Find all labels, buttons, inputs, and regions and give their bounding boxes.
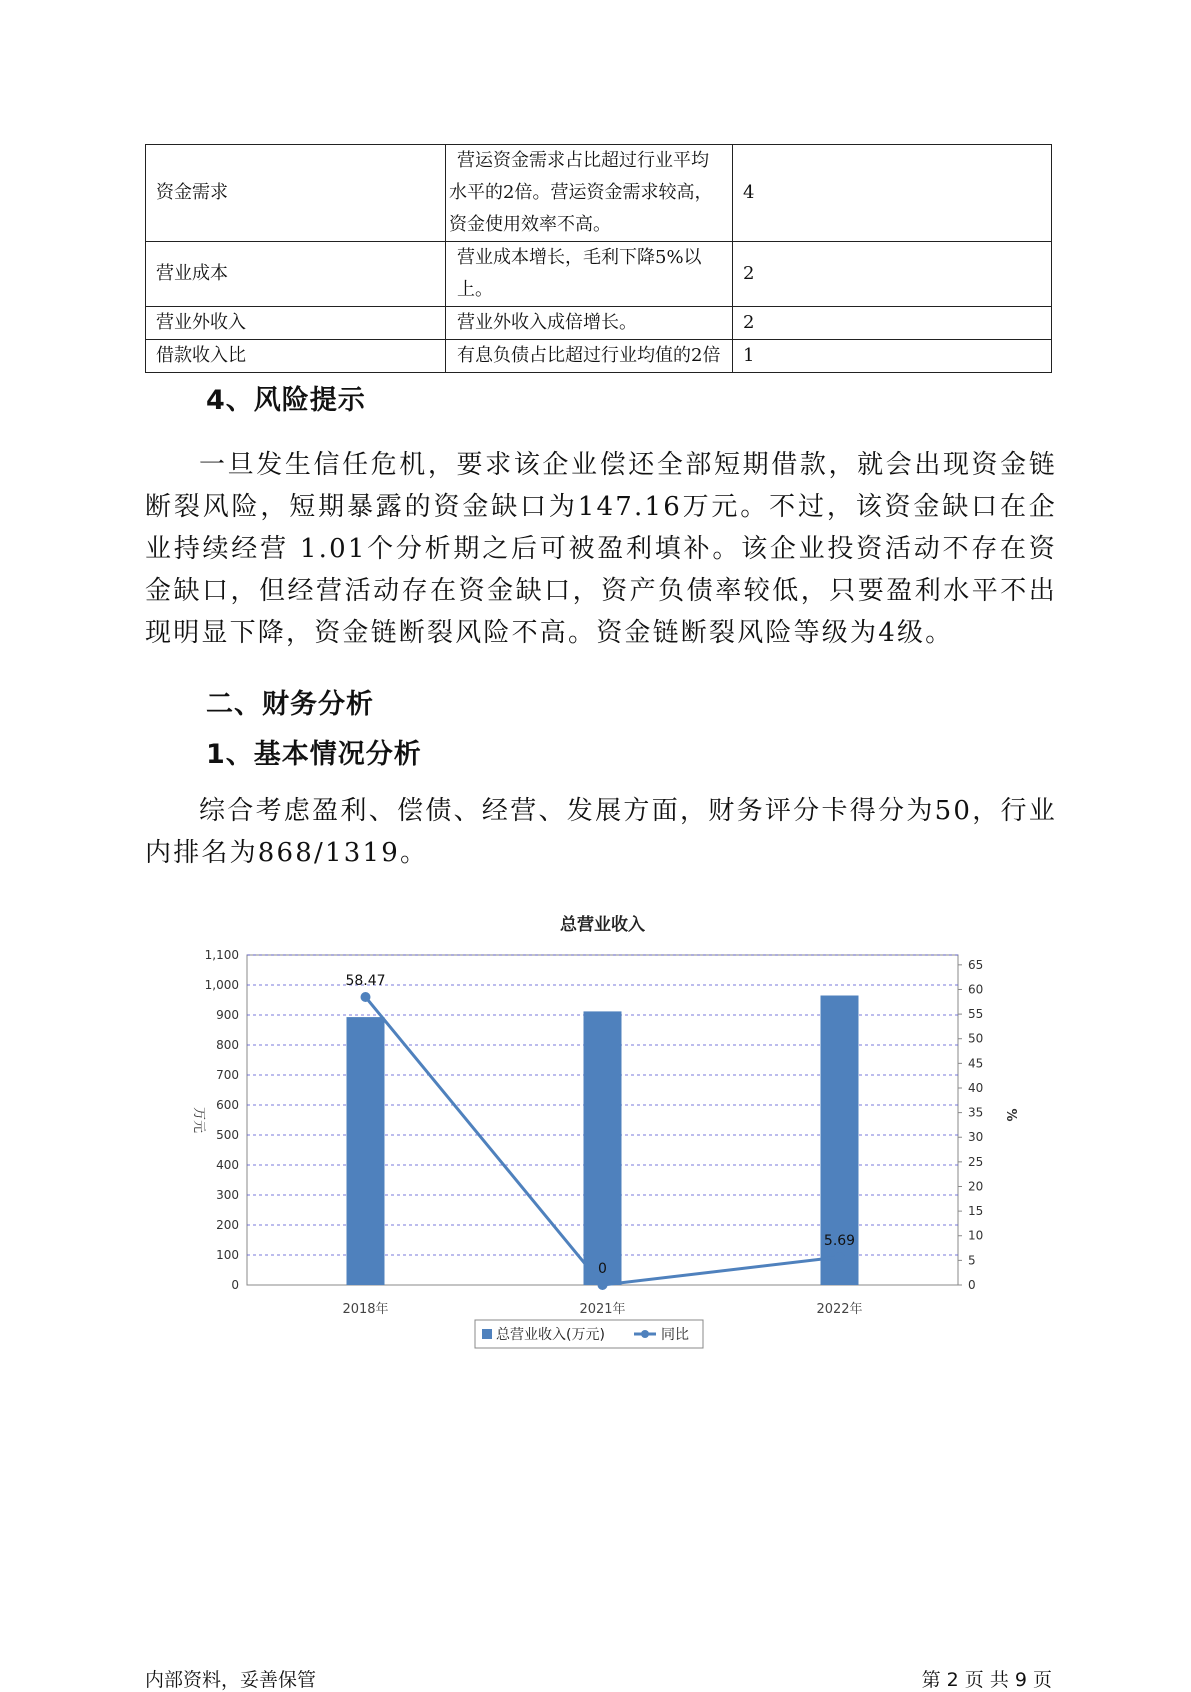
- x-tick-label: 2021年: [579, 1302, 626, 1317]
- table-cell-description: [446, 242, 733, 307]
- y-tick-label: 100: [216, 1248, 239, 1262]
- y2-tick-label: 10: [968, 1228, 984, 1243]
- y2-tick-label: 25: [968, 1154, 984, 1169]
- basic-analysis-paragraph: 综合考虑盈利、偿债、经营、发展方面，财务评分卡得分为50，行业内排名为868/1319。: [145, 796, 1057, 868]
- table-cell-item: 营业成本: [146, 242, 446, 307]
- table-cell-score: 1: [733, 340, 1052, 373]
- description-line: 水平的2倍。营运资金需求较高，: [449, 182, 713, 203]
- table-cell-description: [446, 145, 733, 242]
- description-line: 营业外收入成倍增长。: [457, 312, 637, 333]
- yoy-data-label: 58.47: [345, 973, 386, 990]
- description-line: 营业成本增长，毛利下降5%以上。: [457, 247, 702, 300]
- y2-axis-label: %: [1003, 1108, 1018, 1122]
- x-tick-label: 2018年: [342, 1302, 389, 1317]
- y2-tick-label: 5: [968, 1253, 976, 1268]
- y2-tick-label: 65: [968, 957, 984, 972]
- risk-indicator-table: [145, 144, 1052, 373]
- table-row: [146, 145, 1052, 242]
- y2-tick-label: 45: [968, 1056, 984, 1071]
- y-tick-label: 900: [216, 1008, 239, 1022]
- y2-tick-label: 60: [968, 982, 984, 997]
- yoy-point: [361, 992, 371, 1002]
- legend-bar-swatch: [482, 1329, 492, 1339]
- chart-svg: [175, 905, 1035, 1355]
- y2-tick-label: 15: [968, 1204, 984, 1219]
- risk-heading: 4、风险提示: [206, 385, 366, 416]
- revenue-bar: [347, 1017, 385, 1285]
- revenue-bar: [584, 1011, 622, 1285]
- table-cell-item: 营业外收入: [146, 307, 446, 340]
- yoy-data-label: 0: [598, 1261, 607, 1277]
- table-row: [146, 340, 1052, 373]
- table-cell-score: 2: [733, 242, 1052, 307]
- y2-tick-label: 50: [968, 1031, 984, 1046]
- y-tick-label: 200: [216, 1218, 239, 1232]
- revenue-chart: [175, 905, 1035, 1359]
- risk-paragraph: 一旦发生信任危机，要求该企业偿还全部短期借款，就会出现资金链断裂风险，短期暴露的资金缺口为147.16万元。不过，该资金缺口在企业持续经营 1.01个分析期之后可被盈利填补。该企业投资活动不存在资金缺口，但经营活动存在资金缺口，资产负债率较低，只要盈利水平不出现明显下降，资金链断裂风险不高。资金链断裂风险等级为4级。: [145, 450, 1057, 648]
- y2-tick-label: 20: [968, 1179, 984, 1194]
- y2-tick-label: 55: [968, 1007, 984, 1022]
- y2-tick-label: 0: [968, 1278, 976, 1292]
- y-tick-label: 600: [216, 1098, 239, 1112]
- description-line: 营运资金需求占比超过行业平均: [457, 150, 709, 171]
- table-cell-description: [446, 307, 733, 340]
- footer-confidential: 内部资料，妥善保管: [145, 1669, 317, 1691]
- y-tick-label: 300: [216, 1188, 239, 1202]
- description-line: 资金使用效率不高。: [449, 214, 611, 235]
- table-cell-score: 2: [733, 307, 1052, 340]
- yoy-data-label: 5.69: [823, 1232, 856, 1249]
- y-tick-label: 400: [216, 1158, 239, 1172]
- y-tick-label: 800: [216, 1038, 239, 1052]
- y2-tick-label: 40: [968, 1080, 984, 1095]
- table-row: [146, 242, 1052, 307]
- yoy-point: [835, 1252, 845, 1262]
- finance-heading: 二、财务分析: [206, 689, 374, 720]
- y-tick-label: 1,100: [204, 948, 239, 962]
- x-tick-label: 2022年: [816, 1302, 863, 1317]
- table-cell-item: 资金需求: [146, 145, 446, 242]
- y-tick-label: 500: [216, 1128, 239, 1142]
- table-row: [146, 307, 1052, 340]
- y2-tick-label: 35: [968, 1105, 984, 1120]
- yoy-point: [598, 1280, 608, 1290]
- y-tick-label: 700: [216, 1068, 239, 1082]
- y2-tick-label: 30: [968, 1130, 984, 1145]
- legend-line-label: 同比: [661, 1327, 689, 1343]
- y-axis-label: 万元: [191, 1106, 206, 1134]
- legend-line-marker: [641, 1330, 649, 1338]
- chart-title: 总营业收入: [560, 915, 645, 935]
- basic-analysis-heading: 1、基本情况分析: [206, 739, 422, 770]
- legend-bar-label: 总营业收入(万元): [496, 1327, 605, 1343]
- table-cell-score: 4: [733, 145, 1052, 242]
- table-cell-item: 借款收入比: [146, 340, 446, 373]
- y-tick-label: 0: [231, 1278, 239, 1292]
- description-line: 有息负债占比超过行业均值的2倍: [457, 345, 721, 366]
- y-tick-label: 1,000: [204, 978, 239, 992]
- footer-page-number: 第 2 页 共 9 页: [921, 1669, 1052, 1691]
- table-cell-description: [446, 340, 733, 373]
